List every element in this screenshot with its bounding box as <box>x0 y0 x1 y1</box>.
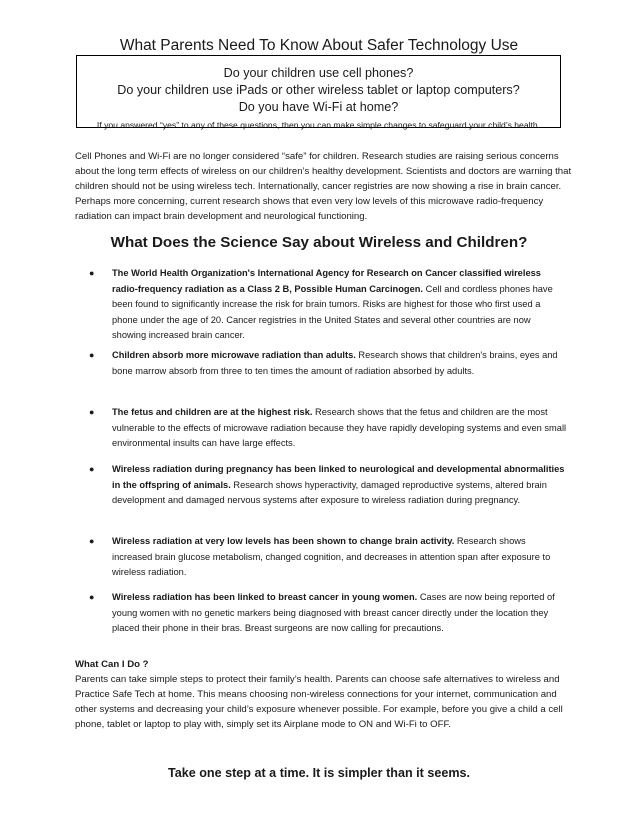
list-item-lead: Wireless radiation has been linked to breast cancer in young women. <box>112 592 418 602</box>
question-tablets: Do your children use iPads or other wireless tablet or laptop computers? <box>117 83 520 97</box>
question-wifi: Do you have Wi-Fi at home? <box>238 100 399 114</box>
bullet-icon: ● <box>89 407 95 417</box>
list-item-body: Research shows increased brain glucose metabolism, changed cognition, and decreases in attention span after exposure to wireless radiation. <box>112 536 551 578</box>
bullet-icon: ● <box>89 464 95 474</box>
question-cell-phones: Do your children use cell phones? <box>223 66 414 80</box>
questions-note: If you answered “yes” to any of these questions, then you can make simple changes to safeguard your child’s health. <box>96 120 541 130</box>
footer-tagline: Take one step at a time. It is simpler than it seems. <box>167 766 471 780</box>
list-item-body: Cell and cordless phones have been found to significantly increase the risk for brain tumors. Risks are highest for those who first used a phone under the age of 20. Cancer registries in the United States and several other countries are now showing increased brain cancer. <box>112 283 553 341</box>
what-can-heading: What Can I Do ? <box>75 659 149 670</box>
intro-paragraph: Cell Phones and Wi-Fi are no longer considered “safe” for children. Research studies are raising serious concerns about the long term effects of wireless on our children’s healthy development. Scientists and doctors are warning that children should not be using wireless tech. Internationally, cancer registries are now showing a rise in brain cancer. Perhaps more concerning, current research shows that even very low levels of this microwave radio-frequency radiation can impact brain development and neurological functioning. <box>75 151 572 222</box>
list-item-body: Cases are now being reported of young women with no genetic markers being diagnosed with breast cancer directly under the location they placed their phone in their bras. Breast surgeons are now calling for precautions. <box>112 592 555 634</box>
list-item-text <box>112 590 567 637</box>
bullet-icon: ● <box>89 350 95 360</box>
science-heading: What Does the Science Say about Wireless and Children? <box>110 234 528 251</box>
bullet-icon: ● <box>89 592 95 602</box>
list-item-text <box>112 266 567 344</box>
list-item-body: Research shows hyperactivity, damaged reproductive systems, altered brain development and damaged nervous systems after exposure to wireless radiation during pregnancy. <box>112 479 547 506</box>
questions-box <box>76 55 561 128</box>
list-item-text <box>112 534 567 581</box>
list-item-lead: The World Health Organization's International Agency for Research on Cancer classified wireless radio-frequency radiation as a Class 2 B, Possible Human Carcinogen. <box>112 268 541 294</box>
list-item-lead: Wireless radiation during pregnancy has been linked to neurological and developmental abnormalities in the offspring of animals. <box>112 464 565 490</box>
bullet-icon: ● <box>89 536 95 546</box>
list-item-lead: Wireless radiation at very low levels has been shown to change brain activity. <box>112 536 455 546</box>
list-item-text <box>112 405 567 452</box>
list-item-body: Research shows that the fetus and children are the most vulnerable to the effects of microwave radiation because they have rapidly developing systems and even small environmental insults can have large effects. <box>112 407 567 449</box>
bullet-icon: ● <box>89 268 95 278</box>
list-item-text <box>112 462 567 509</box>
list-item-lead: Children absorb more microwave radiation than adults. <box>112 350 356 360</box>
list-item-body: Research shows that children's brains, eyes and bone marrow absorb from three to ten times the amount of radiation absorbed by adults. <box>112 350 558 376</box>
document-title: What Parents Need To Know About Safer Technology Use <box>119 37 519 54</box>
list-item-text <box>112 348 567 379</box>
what-can-paragraph: Parents can take simple steps to protect their family’s health. Parents can choose safe alternatives to wireless and Practice Safe Tech at home. This means choosing non-wireless connections for your internet, communication and other systems and decreasing your child’s exposure whenever possible. For example, before you give a child a cell phone, tablet or laptop to play with, simply set its Airplane mode to ON and Wi-Fi to OFF. <box>75 674 563 730</box>
list-item-lead: The fetus and children are at the highest risk. <box>112 407 313 417</box>
